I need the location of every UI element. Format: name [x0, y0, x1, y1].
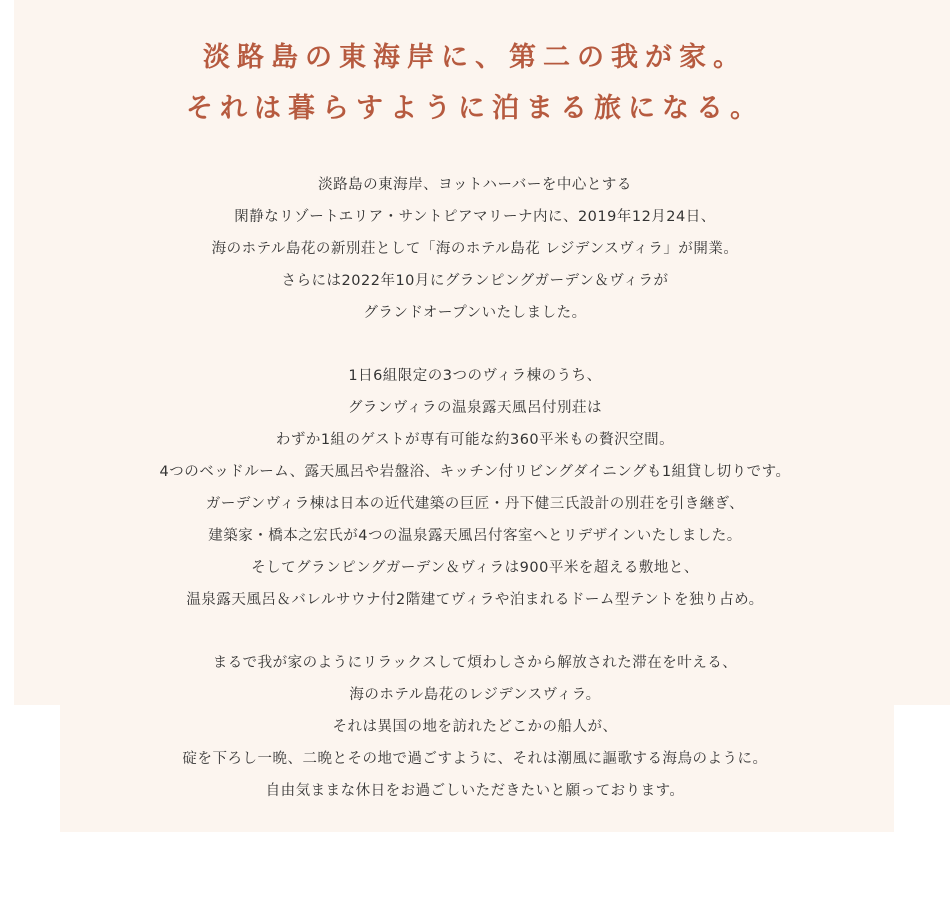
- headline: [0, 32, 950, 134]
- paragraph-gap: [0, 616, 950, 648]
- paragraph-2-line-4: 4つのベッドルーム、露天風呂や岩盤浴、キッチン付リビングダイニングも1組貸し切りです。: [159, 464, 791, 481]
- paragraph-2-line-5: ガーデンヴィラ棟は日本の近代建築の巨匠・丹下健三氏設計の別荘を引き継ぎ、: [205, 495, 745, 512]
- paragraph-1-line-4: さらには2022年10月にグランピングガーデン＆ヴィラが: [281, 272, 669, 289]
- paragraph-3-line-1: まるで我が家のようにリラックスして煩わしさから解放された滞在を叶える、: [212, 655, 738, 672]
- paragraph-2-line-7: そしてグランピングガーデン＆ヴィラは900平米を超える敷地と、: [251, 559, 699, 576]
- paragraph-3-line-3: それは異国の地を訪れたどこかの船人が、: [332, 719, 618, 736]
- paragraph-2-line-3: わずか1組のゲストが専有可能な約360平米もの贅沢空間。: [275, 432, 675, 449]
- paragraph-2-line-2: グランヴィラの温泉露天風呂付別荘は: [347, 400, 603, 417]
- headline-line-2: それは暮らすように泊まる旅になる。: [186, 93, 764, 124]
- paragraph-3-line-4: 碇を下ろし一晩、二晩とその地で過ごすように、それは潮風に謳歌する海鳥のように。: [182, 751, 768, 768]
- paragraph-3-line-2: 海のホテル島花のレジデンスヴィラ。: [349, 687, 601, 704]
- body-text: [0, 170, 950, 808]
- paragraph-2-line-6: 建築家・橋本之宏氏が4つの温泉露天風呂付客室へとリデザインいたしました。: [208, 527, 742, 544]
- paragraph-3-line-5: 自由気ままな休日をお過ごしいただきたいと願っております。: [265, 782, 685, 799]
- paragraph-1-line-5: グランドオープンいたしました。: [363, 304, 587, 321]
- paragraph-gap: [0, 329, 950, 361]
- paragraph-1-line-1: 淡路島の東海岸、ヨットハーバーを中心とする: [318, 177, 632, 193]
- paragraph-2-line-1: 1日6組限定の3つのヴィラ棟のうち、: [348, 368, 602, 385]
- paragraph-1-line-2: 閑静なリゾートエリア・サントピアマリーナ内に、2019年12月24日、: [234, 208, 716, 225]
- paragraph-2-line-8: 温泉露天風呂＆バレルサウナ付2階建てヴィラや泊まれるドーム型テントを独り占め。: [186, 591, 764, 608]
- headline-line-1: 淡路島の東海岸に、第二の我が家。: [203, 42, 747, 73]
- paragraph-1-line-3: 海のホテル島花の新別荘として「海のホテル島花 レジデンスヴィラ」が開業。: [211, 240, 739, 257]
